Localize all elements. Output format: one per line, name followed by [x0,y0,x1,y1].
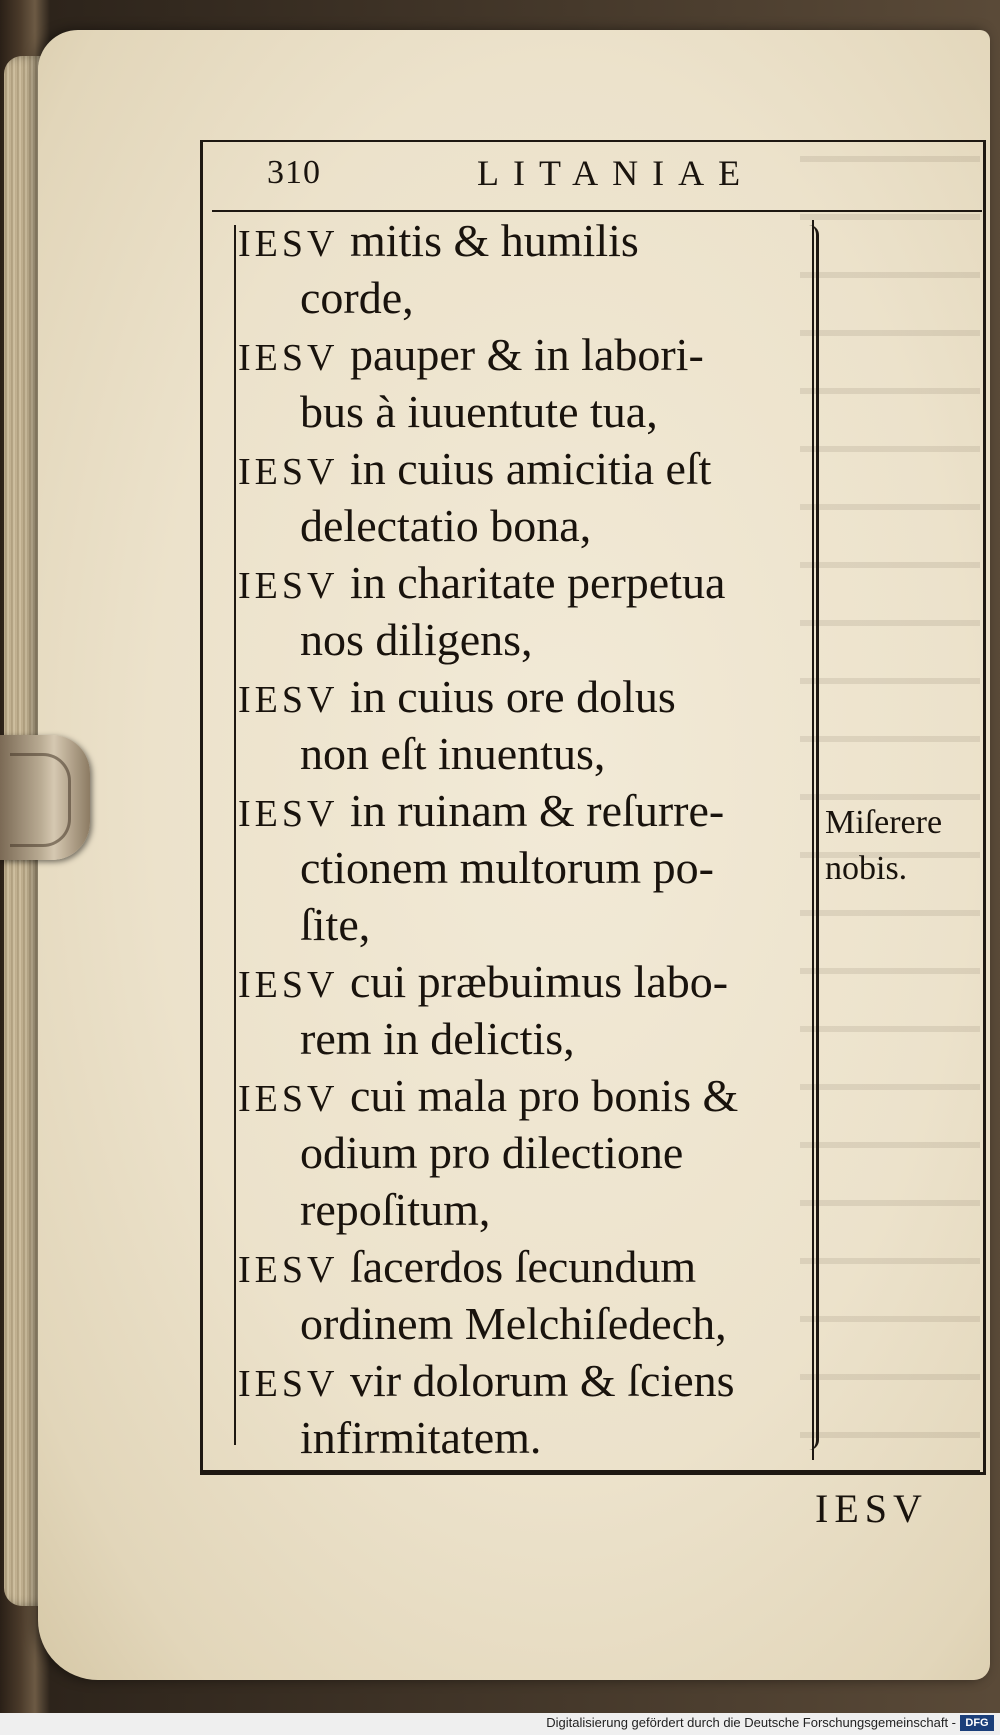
invocation-lead-word: IESV [238,679,339,721]
invocation-continuation [238,1295,808,1352]
invocation-text: infirmitatem. [300,1412,542,1463]
invocation-text: repoſitum, [300,1184,491,1235]
invocation-lead-word: IESV [238,1249,339,1291]
invocation-continuation [238,1124,808,1181]
dfg-logo: DFG [960,1715,994,1731]
response-line-1: Miſerere [825,804,943,841]
invocation-line [238,326,808,383]
invocation-text: mitis & humilis [338,215,639,266]
frame-inner-rule [234,225,236,1445]
invocation-line [238,1352,808,1409]
invocation-lead-word: IESV [238,1363,339,1405]
invocation-text: delectatio bona, [300,500,592,551]
response-line-2: nobis. [825,850,908,887]
invocation-continuation [238,1409,808,1466]
invocation-lead-word: IESV [238,1078,339,1120]
invocation-text: pauper & in labori- [338,329,704,380]
catchword: IESV [815,1486,928,1531]
litany-response [825,800,942,892]
response-brace [790,225,819,1450]
funding-credit: Digitalisierung gefördert durch die Deutsche Forschungsgemeinschaft - [546,1715,956,1730]
book-clasp [0,735,90,860]
invocation-text: ſacerdos ſecundum [338,1241,697,1292]
digitization-footer [0,1713,1000,1735]
invocation-line [238,554,808,611]
invocation-text: in cuius ore dolus [338,671,676,722]
invocation-text: in ruinam & reſurre- [338,785,725,836]
invocation-lead-word: IESV [238,337,339,379]
invocation-text: rem in delictis, [300,1013,575,1064]
invocation-line [238,440,808,497]
invocation-text: ctionem multorum po- [300,842,714,893]
invocation-line [238,782,808,839]
invocation-continuation [238,497,808,554]
invocation-text: cui præbuimus labo- [338,956,729,1007]
invocation-lead-word: IESV [238,793,339,835]
invocation-text: ordinem Melchiſedech, [300,1298,727,1349]
invocation-line [238,1067,808,1124]
invocation-continuation [238,269,808,326]
invocation-text: odium pro dilectione [300,1127,684,1178]
invocation-line [238,668,808,725]
invocation-continuation [238,383,808,440]
invocation-text: non eſt inuentus, [300,728,606,779]
invocation-text: bus à iuuentute tua, [300,386,658,437]
invocation-text: corde, [300,272,414,323]
invocation-lead-word: IESV [238,451,339,493]
running-title: LITANIAE [477,153,755,193]
invocation-continuation [238,725,808,782]
invocation-continuation [238,611,808,668]
invocation-lead-word: IESV [238,223,339,265]
invocation-text: cui mala pro bonis & [338,1070,739,1121]
invocation-lead-word: IESV [238,964,339,1006]
page-number: 310 [267,154,321,191]
invocation-text: in cuius amicitia eſt [338,443,712,494]
invocation-continuation [238,1181,808,1238]
invocation-line [238,212,808,269]
litany-text [238,212,808,1466]
invocation-text: in charitate perpetua [338,557,726,608]
invocation-line [238,953,808,1010]
running-head [212,140,982,212]
invocation-text: nos diligens, [300,614,533,665]
invocation-text: ſite, [300,899,371,950]
invocation-continuation [238,1010,808,1067]
invocation-line [238,1238,808,1295]
invocation-text: vir dolorum & ſciens [338,1355,735,1406]
invocation-lead-word: IESV [238,565,339,607]
invocation-continuation [238,896,808,953]
invocation-continuation [238,839,808,896]
bottom-rule [200,1470,980,1472]
